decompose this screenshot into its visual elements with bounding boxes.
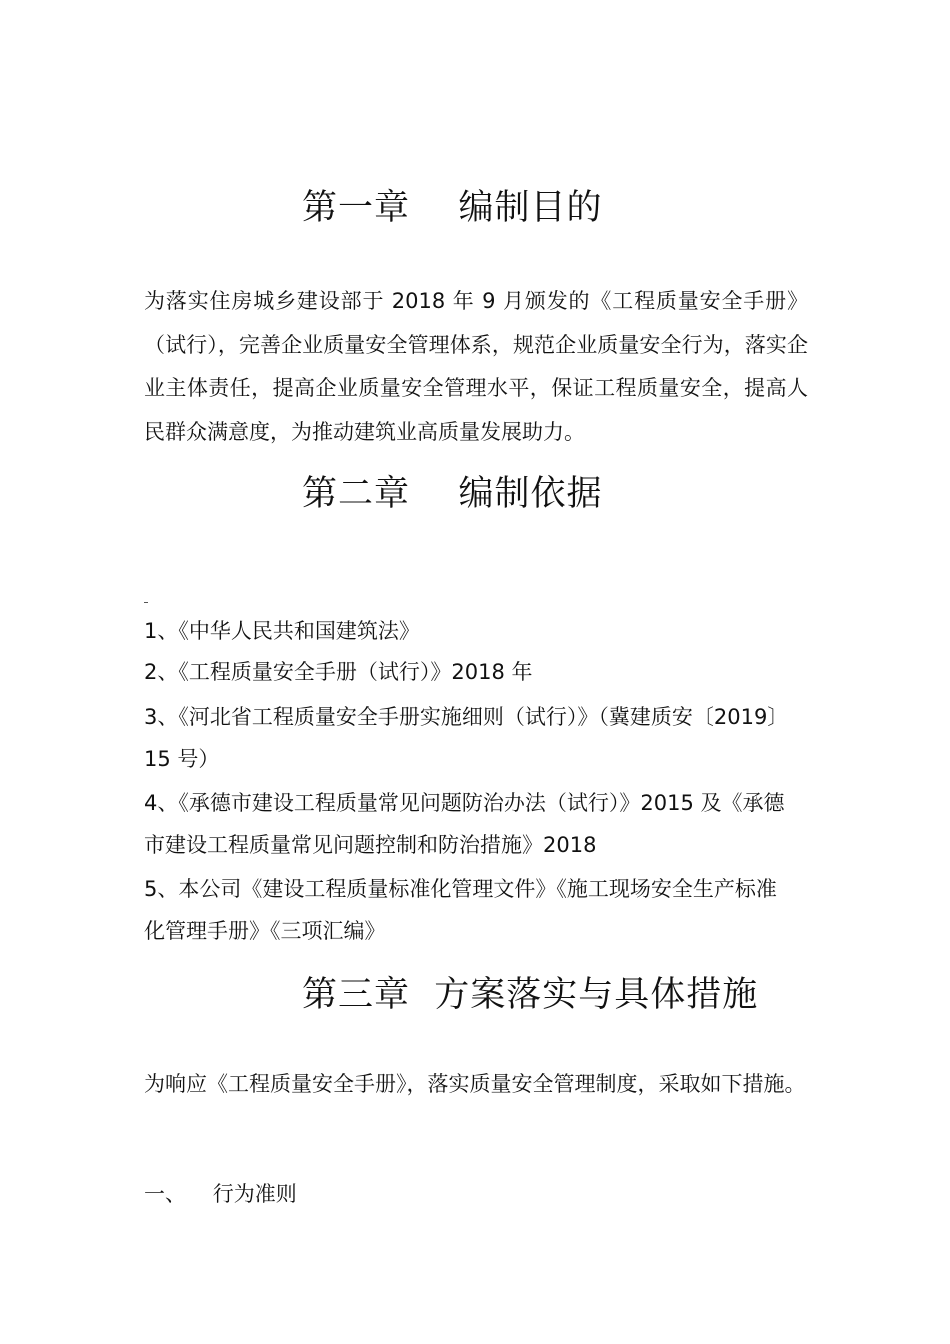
- basis-item-3-cont: 15 号）: [144, 747, 220, 771]
- basis-item-3: 3、《河北省工程质量安全手册实施细则（试行）》（冀建质安〔2019〕: [144, 705, 789, 729]
- chapter-1-paragraph: 为落实住房城乡建设部于 2018 年 9 月颁发的《工程质量安全手册》（试行），完善企业质量安全管理体系，规范企业质量安全行为，落实企业主体责任，提高企业质量安全管理水平，保证工程质量安全，提高人民群众满意度，为推动建筑业高质量发展助力。: [144, 289, 808, 444]
- basis-item-4-cont: 市建设工程质量常见问题控制和防治措施》2018: [144, 833, 597, 857]
- basis-item-2: 2、《工程质量安全手册（试行）》2018 年: [144, 660, 533, 684]
- chapter-3-title: 第三章 方案落实与具体措施: [302, 975, 759, 1015]
- section-1-heading: 一、 行为准则: [144, 1182, 297, 1206]
- chapter-2-title: 第二章 编制依据: [302, 474, 603, 514]
- chapter-3-paragraph: 为响应《工程质量安全手册》，落实质量安全管理制度，采取如下措施。: [144, 1072, 806, 1096]
- basis-item-5: 5、本公司《建设工程质量标准化管理文件》《施工现场安全生产标准: [144, 877, 777, 901]
- basis-item-1: 1、《中华人民共和国建筑法》: [144, 619, 420, 643]
- chapter-1-title: 第一章 编制目的: [302, 188, 603, 228]
- basis-item-5-cont: 化管理手册》《三项汇编》: [144, 919, 386, 943]
- paragraph-mark: [144, 602, 148, 603]
- basis-item-4: 4、《承德市建设工程质量常见问题防治办法（试行）》2015 及《承德: [144, 791, 785, 815]
